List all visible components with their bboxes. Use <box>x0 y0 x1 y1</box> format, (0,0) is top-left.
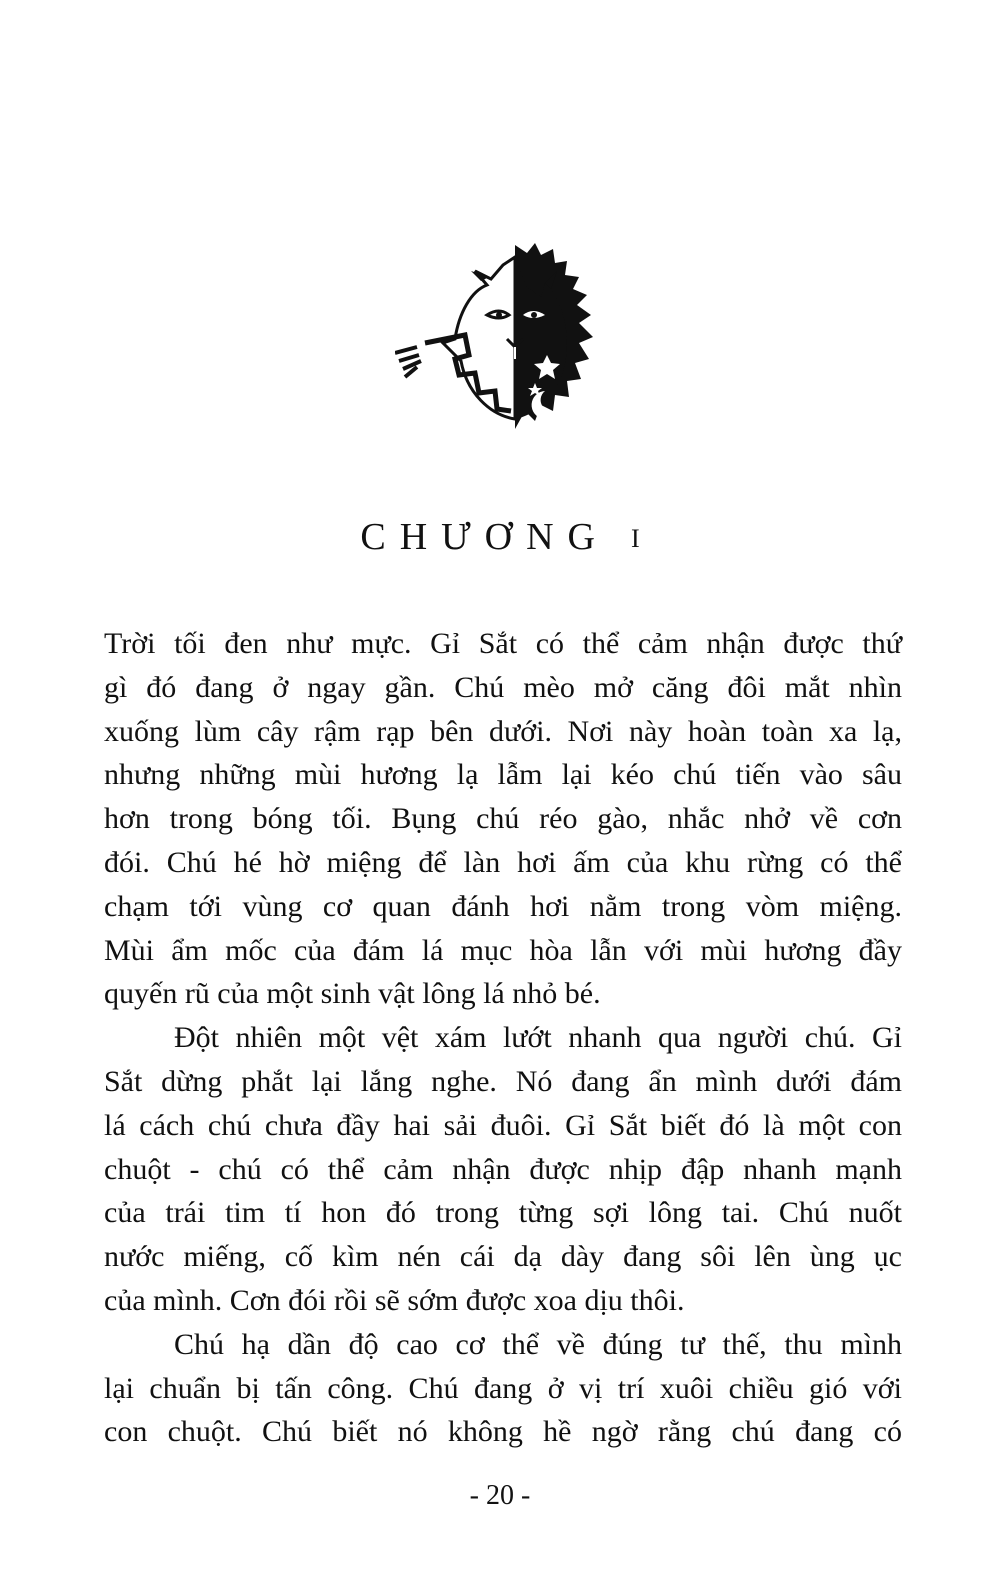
chapter-body <box>104 622 902 1454</box>
paragraph <box>104 1323 902 1454</box>
text-line: của trái tim tí hon đó trong từng sợi lông tai. Chú nuốt <box>104 1196 902 1230</box>
text-line: đói. Chú hé hờ miệng để làn hơi ấm của khu rừng có thể <box>104 845 902 879</box>
page-number: - 20 - <box>469 1480 531 1511</box>
text-line: của mình. Cơn đói rồi sẽ sớm được xoa dịu thôi. <box>104 1283 685 1317</box>
text-line: chuột - chú có thể cảm nhận được nhịp đập nhanh mạnh <box>104 1152 902 1186</box>
paragraph <box>104 622 902 1016</box>
text-line: hơn trong bóng tối. Bụng chú réo gào, nhắc nhở về cơn <box>104 802 902 836</box>
text-line: Mùi ẩm mốc của đám lá mục hòa lẫn với mùi hương đầy <box>104 933 902 967</box>
text-line: quyến rũ của một sinh vật lông lá nhỏ bé. <box>104 977 601 1011</box>
cat-sun-moon-emblem <box>395 243 615 433</box>
text-line: xuống lùm cây rậm rạp bên dưới. Nơi này hoàn toàn xa lạ, <box>104 714 902 748</box>
text-line: gì đó đang ở ngay gần. Chú mèo mở căng đôi mắt nhìn <box>104 670 902 704</box>
chapter-word: CHƯƠNG <box>360 516 609 558</box>
chapter-heading <box>0 515 1000 559</box>
text-line: con chuột. Chú biết nó không hề ngờ rằng chú đang có <box>104 1415 902 1449</box>
text-line: Sắt dừng phắt lại lắng nghe. Nó đang ẩn mình dưới đám <box>104 1064 902 1098</box>
text-line: nước miếng, cố kìm nén cái dạ dày đang sôi lên ùng ục <box>104 1240 902 1274</box>
text-line: chạm tới vùng cơ quan đánh hơi nằm trong vòm miệng. <box>104 889 902 923</box>
text-line: Chú hạ dần độ cao cơ thể về đúng tư thế, thu mình <box>174 1327 902 1361</box>
text-line: nhưng những mùi hương lạ lẫm lại kéo chú tiến vào sâu <box>104 758 902 792</box>
text-line: Trời tối đen như mực. Gỉ Sắt có thể cảm nhận được thứ <box>104 627 902 660</box>
text-line: Đột nhiên một vệt xám lướt nhanh qua người chú. Gỉ <box>174 1021 902 1055</box>
text-line: lá cách chú chưa đầy hai sải đuôi. Gỉ Sắt biết đó là một con <box>104 1108 902 1142</box>
chapter-number: I <box>630 524 640 553</box>
text-line: lại chuẩn bị tấn công. Chú đang ở vị trí xuôi chiều gió với <box>104 1371 902 1405</box>
paragraph <box>104 1016 902 1323</box>
